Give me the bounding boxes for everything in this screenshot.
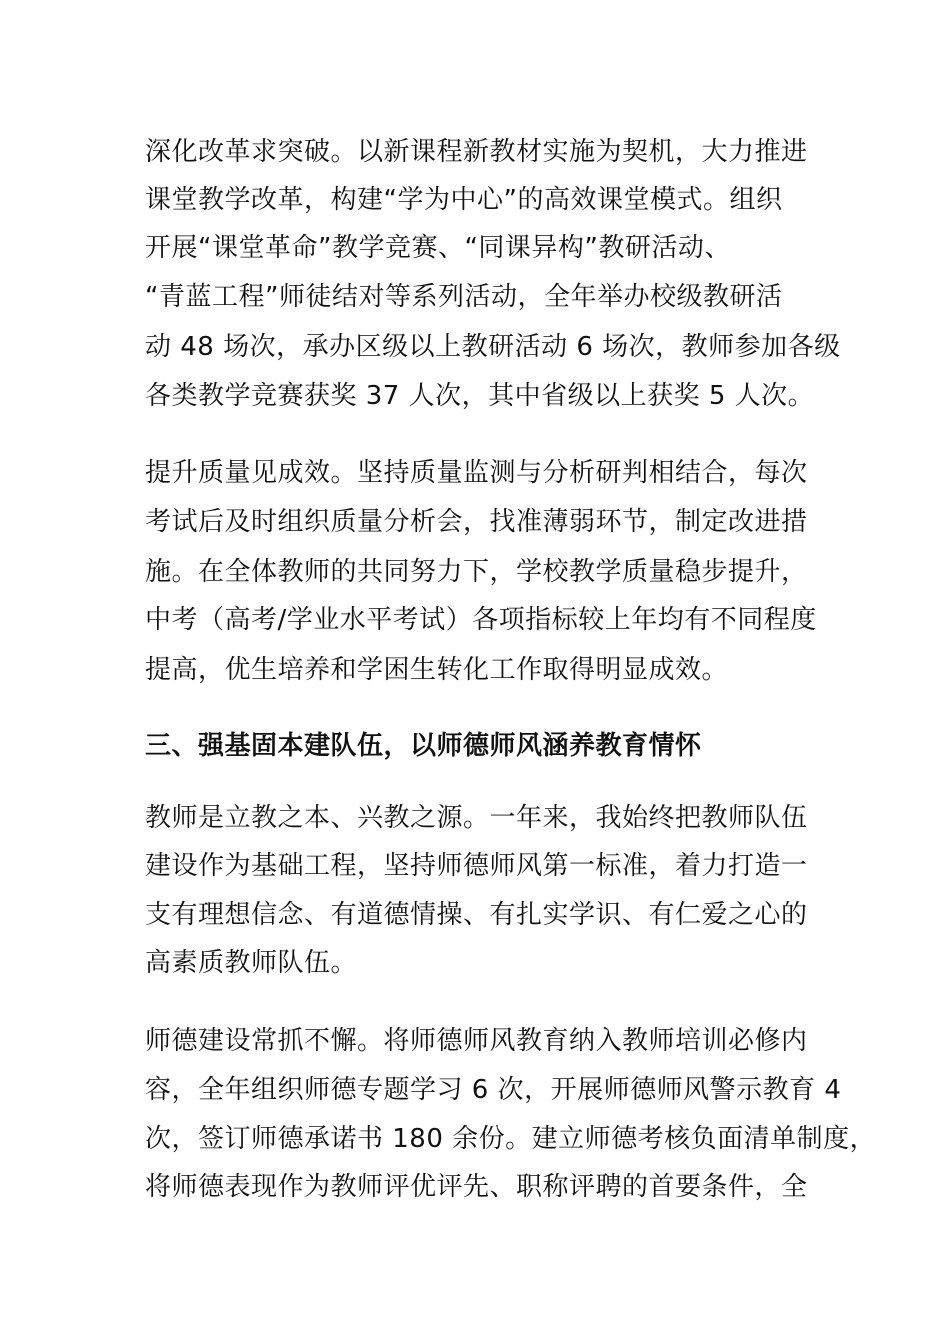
- paragraph-4-line-1: 师德建设常抓不懈。将师德师风教育纳入教师培训必修内: [145, 1026, 808, 1056]
- paragraph-3-line-2: 建设作为基础工程，坚持师德师风第一标准，着力打造一: [145, 851, 808, 881]
- paragraph-2-line-1: 提升质量见成效。坚持质量监测与分析研判相结合，每次: [145, 458, 808, 488]
- paragraph-1-line-5: 动 48 场次，承办区级以上教研活动 6 场次，教师参加各级: [145, 332, 841, 362]
- paragraph-1-line-4: “青蓝工程”师徒结对等系列活动，全年举办校级教研活: [145, 282, 783, 312]
- paragraph-3-line-1: 教师是立教之本、兴教之源。一年来，我始终把教师队伍: [145, 803, 808, 833]
- paragraph-1-line-2: 课堂教学改革，构建“学为中心”的高效课堂模式。组织: [145, 185, 783, 215]
- paragraph-4-line-2: 容，全年组织师德专题学习 6 次，开展师德师风警示教育 4: [145, 1075, 842, 1105]
- paragraph-1-line-6: 各类教学竞赛获奖 37 人次，其中省级以上获奖 5 人次。: [145, 381, 815, 411]
- paragraph-1-line-3: 开展“课堂革命”教学竞赛、“同课异构”教研活动、: [145, 233, 731, 263]
- section-heading: 三、强基固本建队伍，以师德师风涵养教育情怀: [145, 731, 702, 761]
- paragraph-1-line-1: 深化改革求突破。以新课程新教材实施为契机，大力推进: [145, 137, 808, 167]
- paragraph-3-line-3: 支有理想信念、有道德情操、有扎实学识、有仁爱之心的: [145, 900, 808, 930]
- paragraph-2-line-3: 施。在全体教师的共同努力下，学校教学质量稳步提升，: [145, 557, 808, 587]
- paragraph-4-line-3: 次，签订师德承诺书 180 余份。建立师德考核负面清单制度，: [145, 1124, 877, 1154]
- paragraph-3-line-4: 高素质教师队伍。: [145, 948, 358, 978]
- paragraph-2-line-4: 中考（高考/学业水平考试）各项指标较上年均有不同程度: [145, 605, 817, 635]
- paragraph-2-line-5: 提高，优生培养和学困生转化工作取得明显成效。: [145, 655, 729, 685]
- paragraph-4-line-4: 将师德表现作为教师评优评先、职称评聘的首要条件，全: [145, 1172, 808, 1202]
- paragraph-2-line-2: 考试后及时组织质量分析会，找准薄弱环节，制定改进措: [145, 507, 808, 537]
